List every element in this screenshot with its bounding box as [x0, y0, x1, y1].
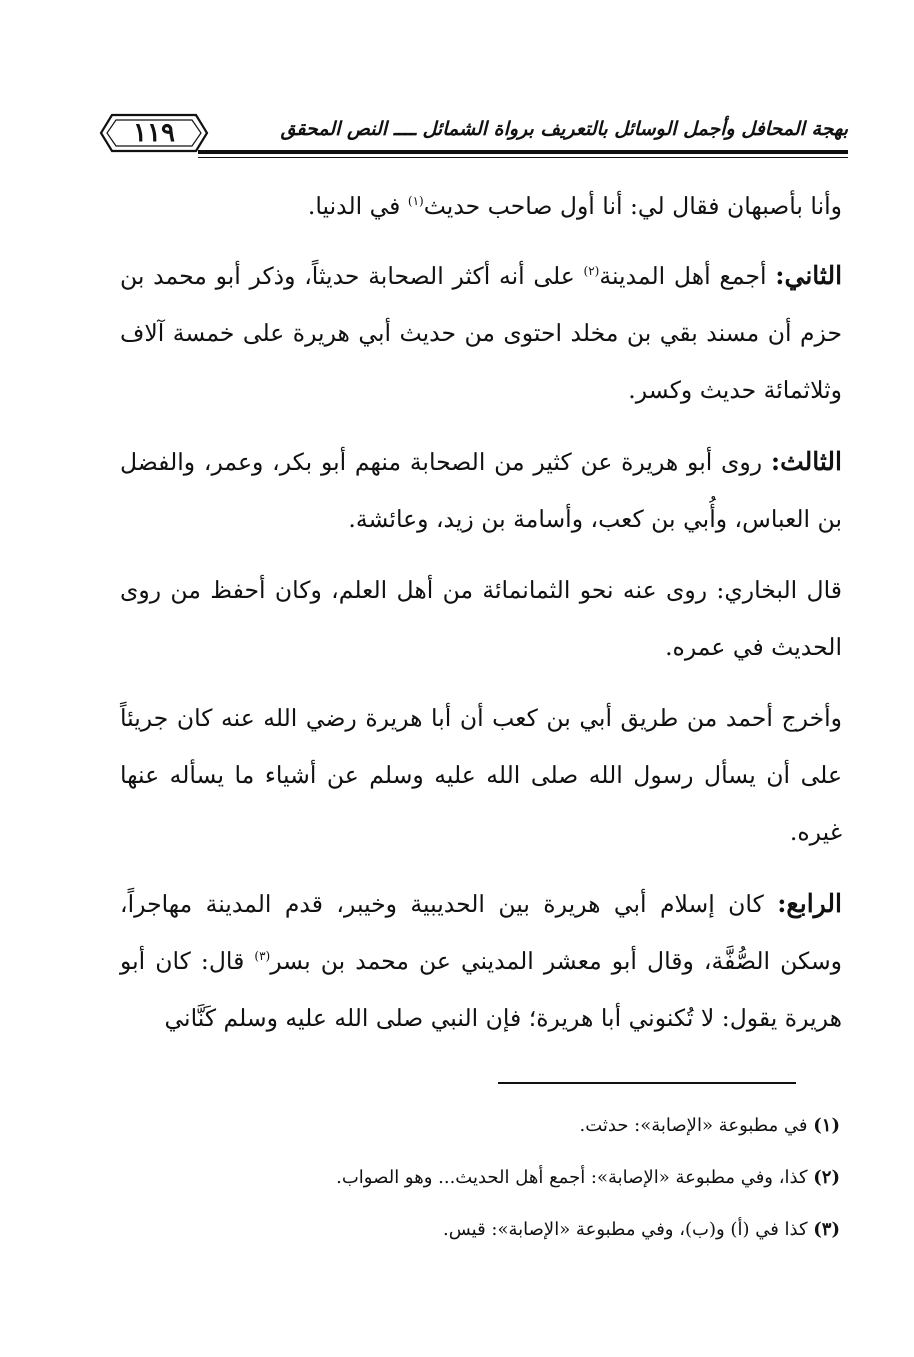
- footnote-ref-2[interactable]: (٢): [583, 264, 600, 279]
- footnote-text: في مطبوعة «الإصابة»: حدثت.: [579, 1115, 814, 1136]
- paragraph-text: أجمع أهل المدينة: [599, 262, 776, 290]
- page-number: ١١٩: [133, 118, 175, 148]
- header-rule: [198, 150, 848, 154]
- section-label: الثاني:: [775, 261, 843, 290]
- footnote-text: كذا، وفي مطبوعة «الإصابة»: أجمع أهل الحديث... وهو الصواب.: [336, 1167, 814, 1188]
- footnote-1: [200, 1100, 840, 1152]
- section-label: الثالث:: [770, 447, 842, 476]
- footnote-separator: [498, 1082, 796, 1084]
- footnotes: [200, 1100, 840, 1256]
- main-text: [120, 178, 842, 1061]
- running-title: بهجة المحافل وأجمل الوسائل بالتعريف برواة الشمائل ــــ النص المحقق: [280, 118, 848, 140]
- paragraph-text: على أنه أكثر الصحابة حديثاً، وذكر أبو محمد بن حزم أن مسند بقي بن مخلد احتوى من حديث أبي هريرة على خمسة آلاف وثلاثمائة حديث وكسر.: [120, 262, 842, 404]
- paragraph-text: روى أبو هريرة عن كثير من الصحابة منهم أبو بكر، وعمر، والفضل بن العباس، وأُبي بن كعب، وأسامة بن زيد، وعائشة.: [120, 448, 842, 533]
- section-label: الرابع:: [777, 889, 842, 918]
- paragraph-text: قال: كان أبو هريرة يقول: لا تُكنوني أبا هريرة؛ فإن النبي صلى الله عليه وسلم كَنَّاني: [120, 947, 842, 1032]
- footnote-number: (١): [813, 1115, 840, 1136]
- paragraph-6: [120, 875, 842, 1047]
- footnote-number: (٢): [813, 1167, 840, 1188]
- running-header: [98, 104, 848, 160]
- header-rule-thin: [198, 157, 848, 158]
- footnote-ref-1[interactable]: (١): [407, 194, 424, 209]
- paragraph-text: في الدنيا.: [307, 192, 408, 220]
- paragraph-2: [120, 247, 842, 419]
- page-number-badge: [98, 112, 210, 154]
- footnote-2: [200, 1152, 840, 1204]
- paragraph-5: وأخرج أحمد من طريق أبي بن كعب أن أبا هريرة رضي الله عنه كان جريئاً على أن يسأل رسول الله صلى الله عليه وسلم عن أشياء ما يسأله عنها غيره.: [120, 704, 842, 846]
- paragraph-text: كان إسلام أبي هريرة بين الحديبية وخيبر، قدم المدينة مهاجراً، وسكن الصُّفَّة، وقال أبو معشر المديني عن محمد بن بسر: [120, 890, 842, 975]
- paragraph-3: [120, 433, 842, 548]
- footnote-ref-3[interactable]: (٣): [254, 949, 271, 964]
- footnote-number: (٣): [813, 1219, 840, 1240]
- footnote-3: [200, 1204, 840, 1256]
- paragraph-1: [120, 178, 842, 235]
- footnote-text: كذا في (أ) و(ب)، وفي مطبوعة «الإصابة»: قيس.: [443, 1219, 814, 1240]
- paragraph-text: وأنا بأصبهان فقال لي: أنا أول صاحب حديث: [423, 192, 842, 220]
- paragraph-4: قال البخاري: روى عنه نحو الثمانمائة من أهل العلم، وكان أحفظ من روى الحديث في عمره.: [120, 576, 842, 661]
